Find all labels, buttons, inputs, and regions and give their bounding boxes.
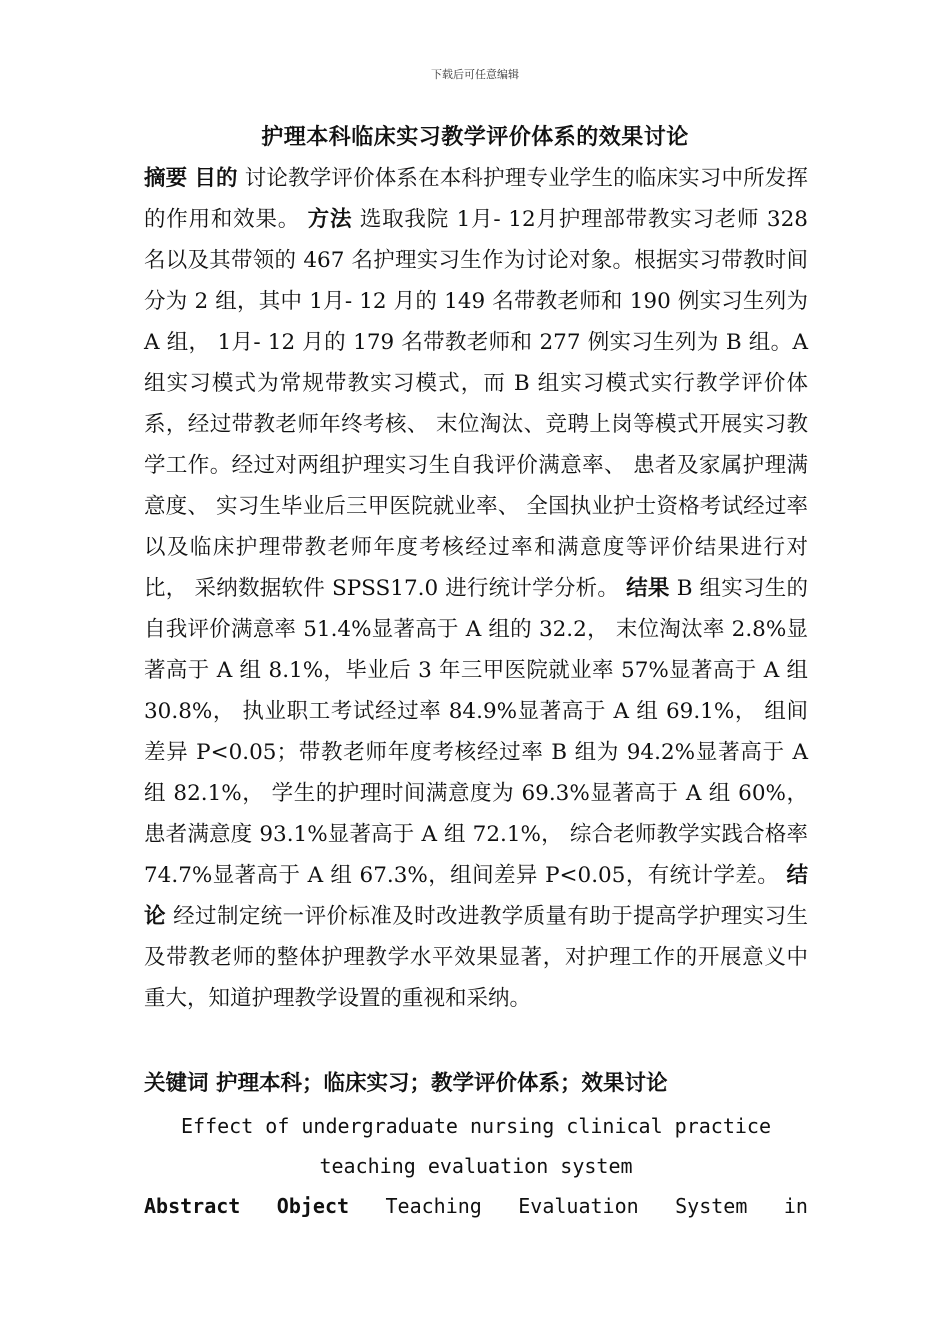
result-label: 结果 <box>626 576 670 601</box>
english-object-label: Object <box>276 1194 350 1218</box>
english-word: Teaching <box>385 1194 482 1218</box>
keywords: 关键词 护理本科；临床实习；教学评价体系；效果讨论 <box>144 1071 668 1096</box>
method-label: 方法 <box>307 207 353 232</box>
english-title-line-2: teaching evaluation system <box>319 1154 633 1178</box>
english-word: System <box>675 1194 748 1218</box>
header-note: 下载后可任意编辑 <box>431 68 519 81</box>
english-title <box>144 1106 808 1186</box>
english-abstract-line <box>144 1186 808 1226</box>
paper-title: 护理本科临床实习教学评价体系的效果讨论 <box>261 125 689 150</box>
english-title-line-1: Effect of undergraduate nursing clinical practice <box>180 1114 771 1138</box>
conclusion-text: 经过制定统一评价标准及时改进教学质量有助于提高学护理实习生及带教老师的整体护理教学水平效果显著，对护理工作的开展意义中重大，知道护理教学设置的重视和采纳。 <box>144 904 808 1011</box>
conclusion-label: 结论 <box>144 863 808 929</box>
english-abstract-label: Abstract <box>144 1194 241 1218</box>
chinese-abstract <box>144 158 808 1019</box>
objective-label: 目的 <box>194 166 238 191</box>
method-text: 选取我院 1月- 12月护理部带教实习老师 328 名以及其带领的 467 名护理实习生作为讨论对象。根据实习带教时间分为 2 组，其中 1月- 12 月的 149 名带教老师和 190 例实习生列为 A 组， 1月- 12 月的 179 名带教老师和 277 例实习生列为 B 组。A 组实习模式为常规带教实习模式，而 B 组实习模式实行教学评价体系，经过带教老师年终考核、 末位淘汰、竞聘上岗等模式开展实习教学工作。经过对两组护理实习生自我评价满意率、 患者及家属护理满意度、 实习生毕业后三甲医院就业率、 全国执业护士资格考试经过率以及临床护理带教老师年度考核经过率和满意度等评价结果进行对比， 采纳数据软件 SPSS17.0 进行统计学分析。 <box>144 207 808 601</box>
objective-text: 讨论教学评价体系在本科护理专业学生的临床实习中所发挥的作用和效果。 <box>144 166 808 232</box>
abstract-label: 摘要 <box>144 166 188 191</box>
english-word: in <box>783 1194 808 1218</box>
result-text: B 组实习生的自我评价满意率 51.4%显著高于 A 组的 32.2， 末位淘汰率 2.8%显著高于 A 组 8.1%，毕业后 3 年三甲医院就业率 57%显著高于 A 组 30.8%， 执业职工考试经过率 84.9%显著高于 A 组 69.1%， 组间差异 P<0.05；带教老师年度考核经过率 B 组为 94.2%显著高于 A 组 82.1%， 学生的护理时间满意度为 69.3%显著高于 A 组 60%， 患者满意度 93.1%显著高于 A 组 72.1%， 综合老师教学实践合格率 74.7%显著高于 A 组 67.3%，组间差异 P<0.05，有统计学差。 <box>144 576 808 888</box>
english-word: Evaluation <box>518 1194 639 1218</box>
